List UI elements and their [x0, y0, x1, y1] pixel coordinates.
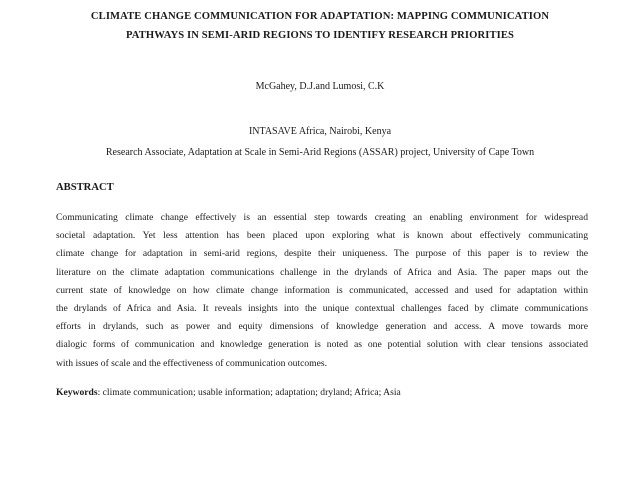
- affiliation-organization: INTASAVE Africa, Nairobi, Kenya: [248, 126, 392, 137]
- abstract-heading: ABSTRACT: [56, 182, 114, 193]
- paper-title: [40, 7, 600, 45]
- abstract-line: the drylands of Africa and Asia. It reveals insights into the unique contextual challenges faced by climate communications: [56, 303, 588, 315]
- abstract-line: with issues of scale and the effectiveness of communication outcomes.: [56, 357, 328, 369]
- keywords: [56, 387, 401, 398]
- keywords-label: Keywords: [56, 387, 98, 398]
- author-list: McGahey, D.J.and Lumosi, C.K: [255, 81, 385, 92]
- keywords-list: climate communication; usable information; adaptation; dryland; Africa; Asia: [100, 387, 401, 398]
- abstract-line: dialogic forms of communication and knowledge generation is noted as one potential solution with clear tensions associated: [56, 339, 588, 351]
- title-line-2: PATHWAYS IN SEMI-ARID REGIONS TO IDENTIFY RESEARCH PRIORITIES: [125, 30, 515, 41]
- abstract-body: [56, 209, 588, 373]
- abstract-line: Communicating climate change effectively is an essential step towards creating an enabling environment for widespread: [56, 212, 588, 223]
- abstract-line: efforts in drylands, such as power and equity dimensions of knowledge generation and access. A move towards more: [56, 321, 588, 333]
- title-line-1: CLIMATE CHANGE COMMUNICATION FOR ADAPTATION: MAPPING COMMUNICATION: [90, 11, 550, 22]
- affiliation-role: Research Associate, Adaptation at Scale in Semi-Arid Regions (ASSAR) project, University of Cape Town: [105, 147, 535, 158]
- abstract-line: current state of knowledge on how climate change information is communicated, accessed and used for adaptation within: [56, 284, 588, 296]
- keywords-separator: :: [97, 387, 101, 398]
- abstract-line: climate change for adaptation in semi-arid regions, despite their uniqueness. The purpose of this paper is to review the: [56, 248, 588, 260]
- abstract-line: literature on the climate adaptation communications challenge in the drylands of Africa and Asia. The paper maps out the: [56, 266, 588, 278]
- abstract-line: societal adaptation. Yet less attention has been placed upon exploring what is known about effectively communicating: [56, 230, 588, 242]
